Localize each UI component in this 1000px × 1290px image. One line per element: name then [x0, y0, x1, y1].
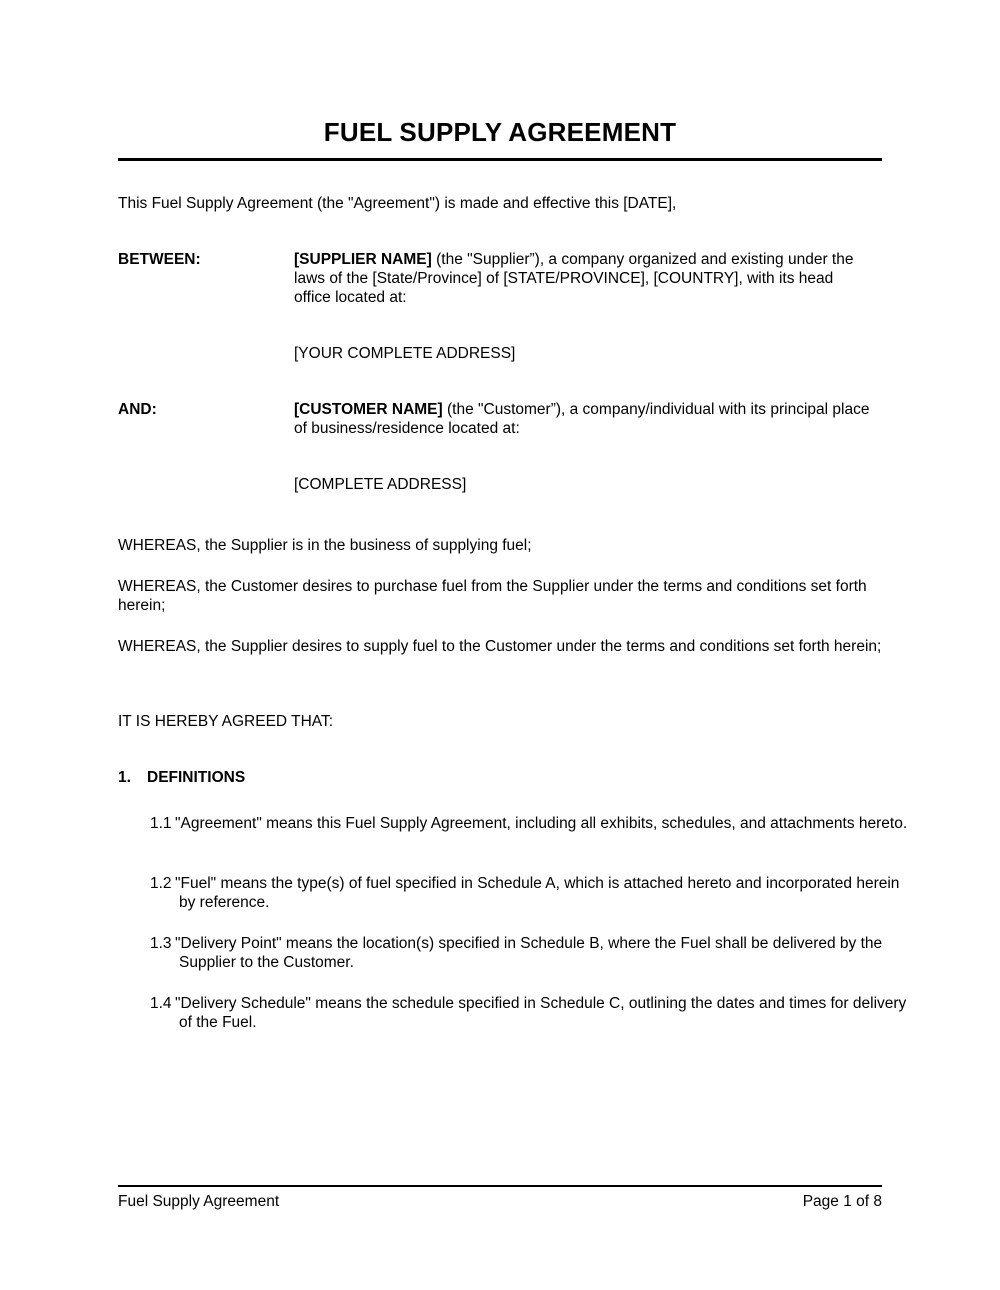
recital-3: WHEREAS, the Supplier desires to supply fuel to the Customer under the terms and conditions set forth herein;	[118, 638, 882, 655]
supplier-name-placeholder: [SUPPLIER NAME]	[294, 251, 432, 268]
definition-text: "Fuel" means the type(s) of fuel specified in Schedule A, which is attached hereto and incorporated herein by reference.	[175, 875, 900, 911]
supplier-address-placeholder: [YOUR COMPLETE ADDRESS]	[294, 345, 516, 362]
footer-page-number: Page 1 of 8	[802, 1193, 882, 1210]
section-heading-definitions	[118, 768, 245, 787]
definition-text: "Delivery Schedule" means the schedule specified in Schedule C, outlining the dates and times for delivery of the Fuel.	[175, 995, 907, 1031]
party-label-between: BETWEEN:	[118, 251, 201, 268]
footer-document-name: Fuel Supply Agreement	[118, 1193, 280, 1210]
party-label-and: AND:	[118, 401, 157, 418]
intro-paragraph: This Fuel Supply Agreement (the "Agreement") is made and effective this [DATE],	[118, 195, 677, 212]
document-title: FUEL SUPPLY AGREEMENT	[323, 117, 677, 147]
section-number: 1.	[118, 769, 131, 786]
definition-number: 1.3	[150, 935, 172, 952]
definition-item-1-3	[150, 934, 914, 972]
recital-2: WHEREAS, the Customer desires to purchase fuel from the Supplier under the terms and conditions set forth herein;	[118, 578, 867, 614]
section-title: DEFINITIONS	[147, 769, 246, 786]
definition-text: "Agreement" means this Fuel Supply Agreement, including all exhibits, schedules, and attachments hereto.	[175, 815, 908, 832]
customer-address-placeholder: [COMPLETE ADDRESS]	[294, 476, 467, 493]
definition-number: 1.4	[150, 995, 172, 1012]
definition-number: 1.1	[150, 815, 172, 832]
definition-item-1-1	[150, 814, 914, 833]
customer-description	[294, 400, 874, 438]
definition-text: "Delivery Point" means the location(s) specified in Schedule B, where the Fuel shall be delivered by the Supplier to the Customer.	[175, 935, 883, 971]
customer-description-text: (the "Customer”), a company/individual with its principal place of business/residence located at:	[294, 401, 870, 437]
recital-1: WHEREAS, the Supplier is in the business of supplying fuel;	[118, 537, 532, 554]
supplier-description	[294, 250, 874, 307]
definition-number: 1.2	[150, 875, 172, 892]
footer-divider	[118, 1185, 882, 1187]
definition-item-1-4	[150, 994, 914, 1032]
customer-name-placeholder: [CUSTOMER NAME]	[294, 401, 443, 418]
supplier-description-text: (the "Supplier”), a company organized and existing under the laws of the [State/Province] of [STATE/PROVINCE], [COUNTRY], with its head office located at:	[294, 251, 854, 306]
definition-item-1-2	[150, 874, 914, 912]
title-divider	[118, 158, 882, 161]
agreed-statement: IT IS HEREBY AGREED THAT:	[118, 713, 334, 730]
